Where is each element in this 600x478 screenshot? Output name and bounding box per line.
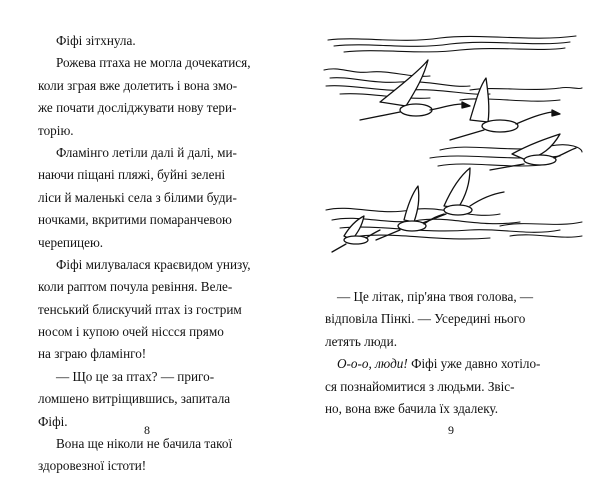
text-line: коли раптом почула ревіння. Веле- <box>38 279 233 295</box>
text-line: здоровезної істоти! <box>38 458 147 474</box>
text-line: но, вона вже бачила їх здалеку. <box>325 400 498 416</box>
paragraph-1 <box>38 30 270 52</box>
paragraph-6 <box>38 433 270 478</box>
text-line: ломшено витріщившись, запитала <box>38 391 231 407</box>
text-line: коли зграя вже долетить і вона змо- <box>38 77 238 93</box>
paragraph-1 <box>325 286 561 353</box>
text-line: Фіфі зітхнула. <box>56 33 136 48</box>
paragraph-5 <box>38 366 270 433</box>
text-line: носом і купою очей ніссся прямо <box>38 324 224 340</box>
cloud-stroke <box>460 99 560 101</box>
text-line: Фіфі милувалася краєвидом унизу, <box>56 256 251 272</box>
text-line: — Це літак, пір'яна твоя голова, — <box>337 289 534 304</box>
cloud-stroke <box>340 227 560 232</box>
text-line: Рожева птаха не могла дочекатися, <box>56 55 251 71</box>
left-page-text <box>38 30 270 478</box>
flamingo-figure <box>332 216 380 252</box>
text-line: ночками, вкритими помаранчевою <box>38 212 232 228</box>
text-line: же почати досліджувати нову тери- <box>38 100 237 116</box>
text-line: Вона ще ніколи не бачила такої <box>56 436 233 452</box>
text-line: на зграю фламінго! <box>38 346 147 362</box>
page-number-left: 8 <box>144 423 150 437</box>
text-line <box>325 353 561 375</box>
paragraph-2 <box>38 52 270 142</box>
cloud-stroke <box>328 36 576 40</box>
text-line: — Що це за птах? — приго- <box>56 368 215 384</box>
text-line: ліси й маленькі села з білими буди- <box>38 189 237 205</box>
paragraph-4 <box>38 254 270 366</box>
text-line: ся познайомитися з людьми. Звіс- <box>325 378 515 394</box>
flamingo-figure <box>490 134 576 170</box>
page-number-right: 9 <box>448 423 454 437</box>
flamingo-flock-illustration <box>320 30 584 270</box>
text-line: відповіла Пінкі. — Усередині нього <box>325 311 526 327</box>
text-line: наючи піщані пляжі, буйні зелені <box>38 167 226 183</box>
flamingo-figure <box>376 186 444 240</box>
paragraph-2 <box>325 353 561 420</box>
paragraph-3 <box>38 142 270 254</box>
text-line: торію. <box>38 122 74 138</box>
cloud-stroke <box>510 235 582 237</box>
flamingo-figure <box>360 60 470 120</box>
text-line: Фламінго летіли далі й далі, ми- <box>56 144 237 160</box>
text-line: летять люди. <box>325 333 397 349</box>
text-line: Фіфі. <box>38 413 68 429</box>
cloud-stroke <box>334 42 570 46</box>
flamingo-figure <box>450 78 560 140</box>
text-line: черепицею. <box>38 234 104 250</box>
cloud-stroke <box>344 48 565 52</box>
text-fragment: Фіфі уже давно хотіло- <box>407 356 541 372</box>
italic-phrase: О-о-о, люди! <box>337 356 408 372</box>
right-page-text <box>325 286 561 420</box>
text-line: тенський блискучий птах із гострим <box>38 301 242 317</box>
cloud-stroke <box>440 145 582 152</box>
